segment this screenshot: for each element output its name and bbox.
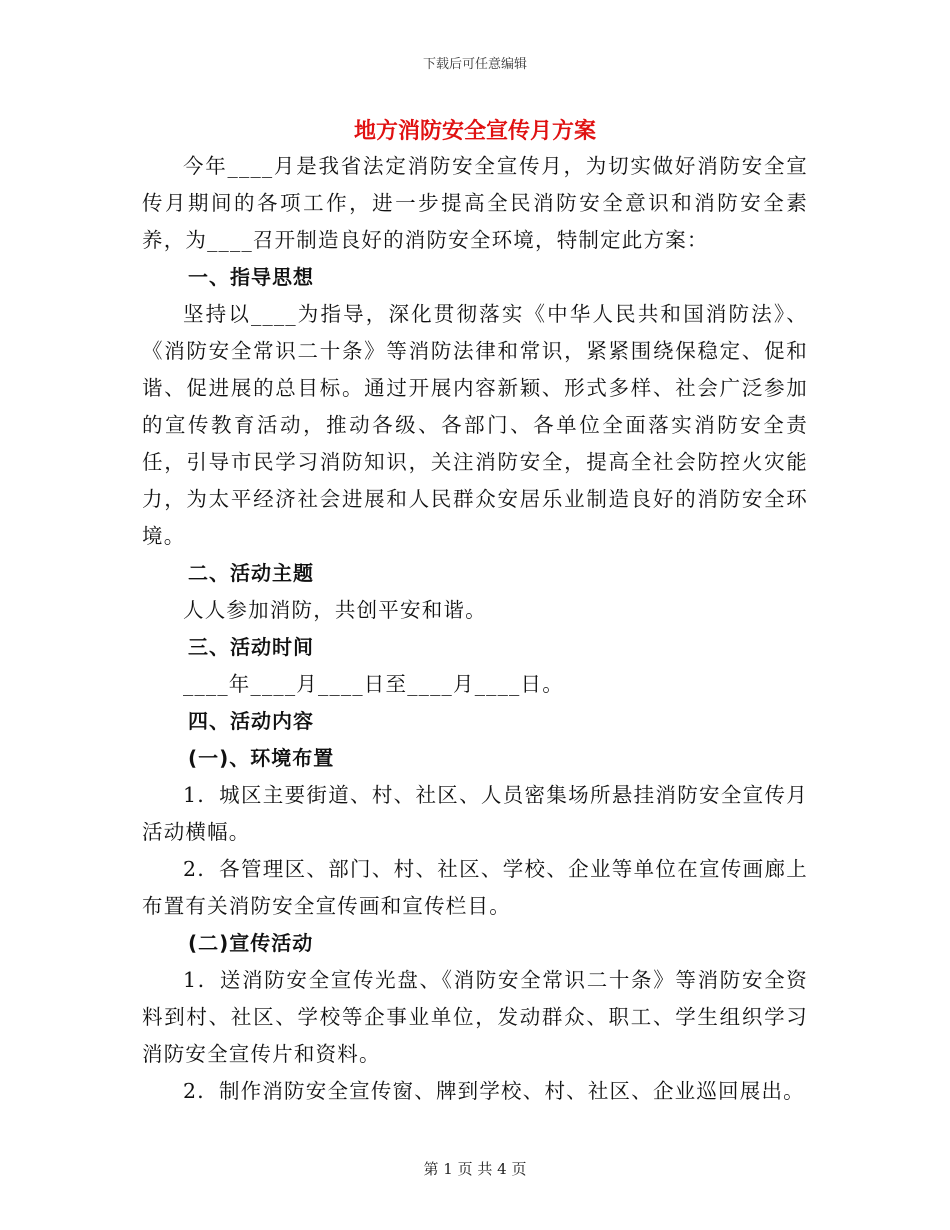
intro-paragraph: 今年____月是我省法定消防安全宣传月，为切实做好消防安全宣传月期间的各项工作，进一步提高全民消防安全意识和消防安全素养，为____召开制造良好的消防安全环境，特制定此方案：: [142, 154, 808, 252]
document-body: [142, 148, 808, 1110]
theme-paragraph: 人人参加消防，共创平安和谐。: [183, 598, 487, 622]
page-footer: 第 1 页 共 4 页: [423, 1160, 527, 1178]
subsection-heading-publicity: (二)宣传活动: [188, 931, 314, 955]
section-heading-content: 四、活动内容: [188, 709, 314, 733]
subsection-heading-environment: (一)、环境布置: [188, 746, 335, 770]
section-heading-guidance: 一、指导思想: [188, 265, 314, 289]
guidance-paragraph: 坚持以____为指导，深化贯彻落实《中华人民共和国消防法》、《消防安全常识二十条》等消防法律和常识，紧紧围绕保稳定、促和谐、促进展的总目标。通过开展内容新颖、形式多样、社会广泛参加的宣传教育活动，推动各级、各部门、各单位全面落实消防安全责任，引导市民学习消防知识，关注消防安全，提高全社会防控火灾能力，为太平经济社会进展和人民群众安居乐业制造良好的消防安全环境。: [142, 302, 808, 548]
section-heading-theme: 二、活动主题: [188, 561, 314, 585]
list-item: 2．各管理区、部门、村、社区、学校、企业等单位在宣传画廊上布置有关消防安全宣传画和宣传栏目。: [142, 857, 808, 918]
list-item: 1．城区主要街道、村、社区、人员密集场所悬挂消防安全宣传月活动横幅。: [142, 783, 808, 844]
section-heading-time: 三、活动时间: [188, 635, 314, 659]
time-paragraph: ____年____月____日至____月____日。: [183, 672, 564, 696]
list-item: 2．制作消防安全宣传窗、牌到学校、村、社区、企业巡回展出。: [183, 1079, 805, 1103]
page-title: 地方消防安全宣传月方案: [353, 118, 596, 144]
list-item: 1．送消防安全宣传光盘、《消防安全常识二十条》等消防安全资料到村、社区、学校等企事业单位，发动群众、职工、学生组织学习消防安全宣传片和资料。: [142, 968, 808, 1066]
header-note: 下载后可任意编辑: [422, 57, 527, 72]
